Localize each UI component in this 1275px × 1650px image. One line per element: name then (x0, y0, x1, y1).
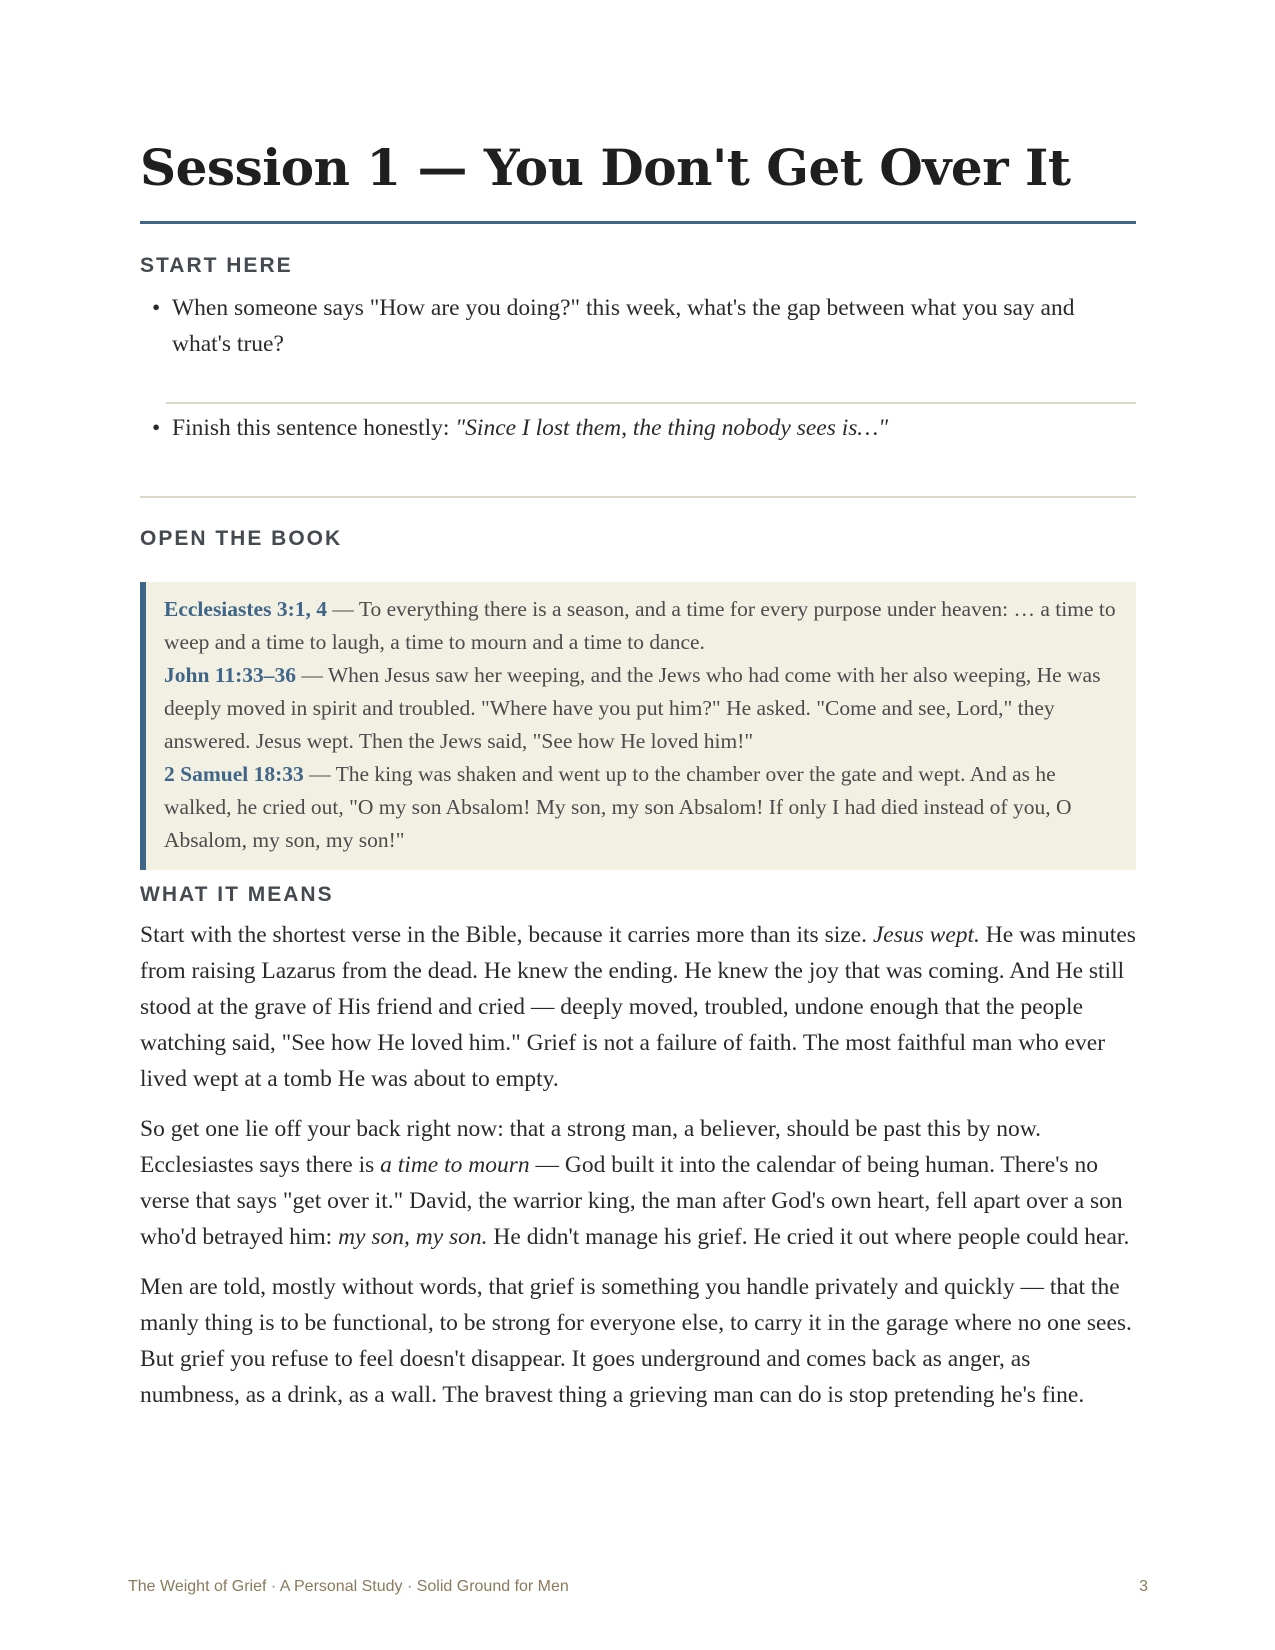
scripture-reference: Ecclesiastes 3:1, 4 (164, 597, 328, 621)
scripture-text: — When Jesus saw her weeping, and the Jews who had come with her also weeping, He was deeply moved in spirit and troubled. "Where have you put him?" He asked. "Come and see, Lord," they answered. Jesus wept. Then the Jews said, "See how He loved him!" (164, 663, 1101, 753)
question-lead: Finish this sentence honestly: (172, 415, 456, 441)
body-paragraph-1 (140, 917, 1136, 1097)
question-text (172, 410, 1126, 446)
text-run: — God built it into the calendar of being human. There's no verse that says "get over it." David, the warrior king, the man after God's own heart, fell apart over a son who'd betrayed him: (140, 1152, 1123, 1250)
scripture-reference: John 11:33–36 (164, 663, 297, 687)
question-text: When someone says "How are you doing?" this week, what's the gap between what you say and what's true? (172, 295, 1075, 357)
emphasis: a time to mourn (380, 1152, 530, 1178)
bullet-marker: • (152, 415, 161, 441)
open-the-book-heading: OPEN THE BOOK (140, 527, 343, 550)
scripture-passage (164, 659, 1120, 758)
text-run: He didn't manage his grief. He cried it out where people could hear. (487, 1224, 1130, 1250)
footer-title: The Weight of Grief · A Personal Study · Solid Ground for Men (128, 1578, 569, 1595)
start-here-heading: START HERE (140, 254, 293, 277)
text-run: So get one lie off your back right now: that a strong man, a believer, should be past this by now. Ecclesiastes says there is (140, 1116, 1042, 1178)
question-quote: "Since I lost them, the thing nobody sees is…" (455, 415, 889, 441)
scripture-passage (164, 758, 1120, 857)
scripture-reference: 2 Samuel 18:33 (164, 762, 304, 786)
page-title: Session 1 — You Don't Get Over It (140, 138, 1071, 197)
text-run: He was minutes from raising Lazarus from the dead. He knew the ending. He knew the joy that was coming. And He still stood at the grave of His friend and cried — deeply moved, troubled, undone enough that the people watching said, "See how He loved him." Grief is not a failure of faith. The most faithful man who ever lived wept at a tomb He was about to empty. (140, 922, 1136, 1092)
emphasis: Jesus wept. (872, 922, 980, 948)
title-underline (140, 221, 1136, 224)
scripture-text: — To everything there is a season, and a time for every purpose under heaven: … a time to weep and a time to laugh, a time to mourn and a time to dance. (164, 597, 1116, 654)
text-run: Start with the shortest verse in the Bible, because it carries more than its size. (140, 922, 873, 948)
page-number: 3 (1139, 1578, 1148, 1595)
section-divider (140, 496, 1136, 498)
scripture-box (140, 582, 1136, 870)
scripture-text: — The king was shaken and went up to the chamber over the gate and wept. And as he walked, he cried out, "O my son Absalom! My son, my son Absalom! If only I had died instead of you, O Absalom, my son, my son!" (164, 762, 1072, 852)
emphasis: my son, my son. (338, 1224, 488, 1250)
what-it-means-heading: WHAT IT MEANS (140, 883, 334, 906)
what-it-means-body (140, 917, 1136, 1427)
scripture-passage (164, 593, 1120, 659)
bullet-marker: • (152, 295, 161, 321)
body-paragraph-3: Men are told, mostly without words, that grief is something you handle privately and quickly — that the manly thing is to be functional, to be strong for everyone else, to carry it in the garage where no one sees. But grief you refuse to feel doesn't disappear. It goes underground and comes back as anger, as numbness, as a drink, as a wall. The bravest thing a grieving man can do is stop pretending he's fine. (140, 1274, 1132, 1408)
answer-line (166, 402, 1136, 404)
body-paragraph-2 (140, 1111, 1136, 1255)
